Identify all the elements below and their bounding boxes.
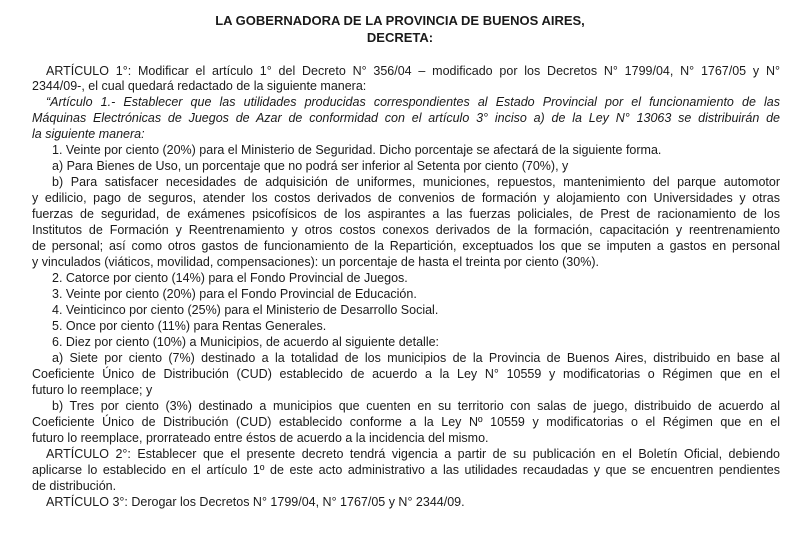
item-line: b) Tres por ciento (3%) destinado a municipios que cuenten en su territorio con salas de juego, distribuido de acuerdo al (52, 399, 780, 413)
item-line: 2. Catorce por ciento (14%) para el Fondo Provincial de Juegos. (52, 271, 408, 285)
article-3-line: ARTÍCULO 3°: Derogar los Decretos N° 1799/04, N° 1767/05 y N° 2344/09. (46, 495, 465, 509)
item-line: a) Siete por ciento (7%) destinado a la totalidad de los municipios de la Provincia de Buenos Aires, distribuido en base al (52, 351, 780, 365)
quote-line: la siguiente manera: (32, 127, 145, 141)
article-1-line: ARTÍCULO 1°: Modificar el artículo 1° del Decreto N° 356/04 – modificado por los Decretos N° 1799/04, N° 1767/05 y N° (46, 64, 780, 78)
body-line: y vinculados (viáticos, movilidad, compensaciones): un porcentaje de hasta el treinta por ciento (30%). (32, 255, 599, 269)
article-2-line: ARTÍCULO 2°: Establecer que el presente decreto tendrá vigencia a partir de su publicación en el Boletín Oficial, debiendo (46, 447, 780, 461)
body-line: de personal; así como otros gastos de funcionamiento de la Repartición, exceptuados los que se imputen a gastos en personal (32, 239, 780, 253)
item-line: 4. Veinticinco por ciento (25%) para el Ministerio de Desarrollo Social. (52, 303, 439, 317)
item-line: 6. Diez por ciento (10%) a Municipios, de acuerdo al siguiente detalle: (52, 335, 440, 349)
quote-line: Máquinas Electrónicas de Juegos de Azar de conformidad con el artículo 3° inciso a) de la Ley N° 13063 se distribuirán de (32, 111, 780, 125)
body-line: y edilicio, pago de seguros, atender los costos derivados de convenios de formación y alojamiento con Universidades y otras (32, 191, 780, 205)
quote-line: “Artículo 1.- Establecer que las utilidades producidas correspondientes al Estado Provincial por el funcionamiento de las (46, 95, 780, 109)
body-line: Institutos de Formación y Reentrenamiento y otros costos conexos derivados de la formación, capacitación y reentrenamiento (32, 223, 780, 237)
body-line: fuerzas de seguridad, de exámenes psicofísicos de los aspirantes a las fuerzas policiales, de Prest de racionamiento de los (32, 207, 780, 221)
item-line: 3. Veinte por ciento (20%) para el Fondo Provincial de Educación. (52, 287, 417, 301)
item-line: a) Para Bienes de Uso, un porcentaje que no podrá ser inferior al Setenta por ciento (70%), y (52, 159, 569, 173)
body-line: de distribución. (32, 479, 117, 493)
item-line: 5. Once por ciento (11%) para Rentas Generales. (52, 319, 327, 333)
item-line: 1. Veinte por ciento (20%) para el Ministerio de Seguridad. Dicho porcentaje se afectará de la siguiente forma. (52, 143, 662, 157)
body-line: futuro lo reemplace, prorrateado entre éstos de acuerdo a la incidencia del mismo. (32, 431, 489, 445)
body-line: 2344/09-, el cual quedará redactado de la siguiente manera: (32, 79, 367, 93)
body-line: Coeficiente Único de Distribución (CUD) establecido de acuerdo a la Ley N° 10559 y modificatorias o Régimen que en el (32, 367, 780, 381)
body-line: futuro lo reemplace; y (32, 383, 153, 397)
body-line: aplicarse lo establecido en el artículo 1º de este acto administrativo a las utilidades recaudadas y que se encuentren pendientes (32, 463, 780, 477)
heading-line-1: LA GOBERNADORA DE LA PROVINCIA DE BUENOS AIRES, (215, 13, 585, 28)
heading-line-2: DECRETA: (366, 30, 434, 45)
item-line: b) Para satisfacer necesidades de adquisición de uniformes, municiones, repuestos, mantenimiento del parque automotor (52, 175, 780, 189)
body-line: Coeficiente Único de Distribución (CUD) establecido conforme a la Ley Nº 10559 y modificatorias o el Régimen que en el (32, 415, 780, 429)
